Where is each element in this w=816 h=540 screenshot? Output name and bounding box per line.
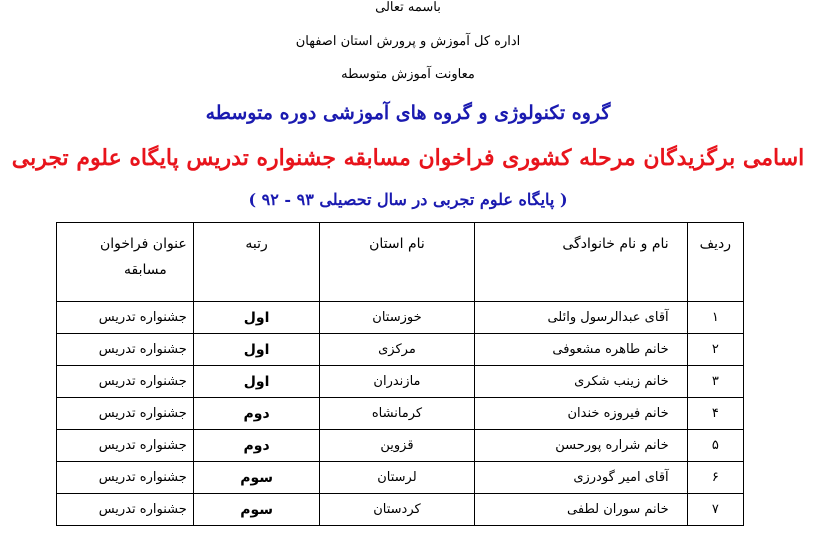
table-row: [57, 366, 744, 398]
header-name: نام و نام خانوادگی: [474, 223, 687, 302]
row-province: خوزستان: [320, 302, 474, 334]
header-province: نام استان: [320, 223, 474, 302]
row-index: ۱: [687, 302, 743, 334]
row-title: جشنواره تدریس: [57, 302, 194, 334]
row-title: جشنواره تدریس: [57, 398, 194, 430]
row-title: جشنواره تدریس: [57, 462, 194, 494]
row-index: ۴: [687, 398, 743, 430]
table-row: [57, 430, 744, 462]
group-title: گروه تکنولوژی و گروه های آموزشی دوره متوسطه: [205, 102, 611, 124]
row-index: ۷: [687, 494, 743, 526]
header-title-line2: مسابقه: [124, 262, 167, 278]
header-title-line1: عنوان فراخوان: [99, 236, 187, 252]
table-row: [57, 494, 744, 526]
table-row: [57, 334, 744, 366]
row-title: جشنواره تدریس: [57, 430, 194, 462]
row-province: کردستان: [320, 494, 474, 526]
header-title: [57, 223, 194, 302]
row-rank: دوم: [193, 398, 320, 430]
table-header-row: [57, 223, 744, 302]
row-index: ۵: [687, 430, 743, 462]
row-rank: سوم: [193, 494, 320, 526]
row-province: لرستان: [320, 462, 474, 494]
row-index: ۶: [687, 462, 743, 494]
table-row: [57, 398, 744, 430]
row-rank: سوم: [193, 462, 320, 494]
row-title: جشنواره تدریس: [57, 366, 194, 398]
organization-line: اداره کل آموزش و پرورش استان اصفهان: [295, 34, 521, 49]
row-name: خانم شراره پورحسن: [474, 430, 687, 462]
row-index: ۳: [687, 366, 743, 398]
row-title: جشنواره تدریس: [57, 334, 194, 366]
row-name: آقای امیر گودرزی: [474, 462, 687, 494]
department-line: معاونت آموزش متوسطه: [341, 67, 475, 82]
row-rank: اول: [193, 366, 320, 398]
row-name: خانم فیروزه خندان: [474, 398, 687, 430]
row-name: خانم زینب شکری: [474, 366, 687, 398]
table-row: [57, 302, 744, 334]
row-rank: دوم: [193, 430, 320, 462]
row-name: خانم طاهره مشعوفی: [474, 334, 687, 366]
row-index: ۲: [687, 334, 743, 366]
row-rank: اول: [193, 334, 320, 366]
row-province: قزوین: [320, 430, 474, 462]
header-rank: رتبه: [193, 223, 320, 302]
row-rank: اول: [193, 302, 320, 334]
main-title: اسامی برگزیدگان مرحله کشوری فراخوان مسابقه جشنواره تدریس پایگاه علوم تجربی: [11, 145, 805, 171]
row-province: مرکزی: [320, 334, 474, 366]
row-province: کرمانشاه: [320, 398, 474, 430]
row-name: آقای عبدالرسول وائلی: [474, 302, 687, 334]
bismillah-line: باسمه تعالی: [375, 0, 441, 15]
table-row: [57, 462, 744, 494]
header-index: ردیف: [687, 223, 743, 302]
sub-title: ( پایگاه علوم تجربی در سال تحصیلی ۹۳ - ۹۲ ): [248, 190, 568, 209]
row-province: مازندران: [320, 366, 474, 398]
row-title: جشنواره تدریس: [57, 494, 194, 526]
row-name: خانم سوران لطفی: [474, 494, 687, 526]
winners-table: [56, 222, 744, 526]
